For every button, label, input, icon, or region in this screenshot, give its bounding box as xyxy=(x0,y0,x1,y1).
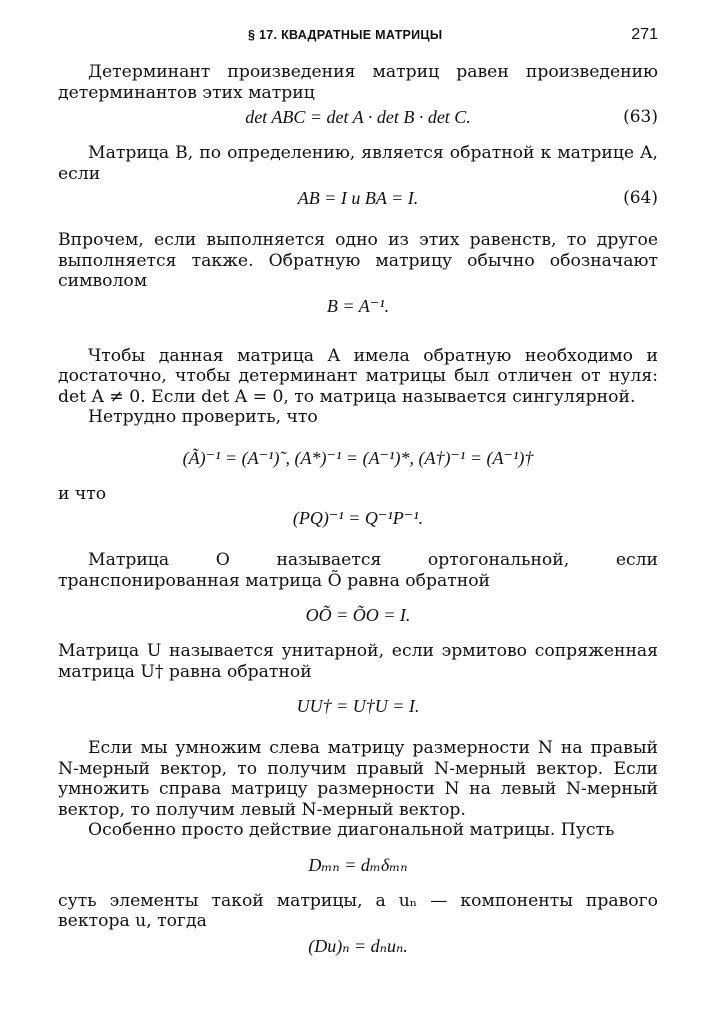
paragraph-unitary: Матрица U называется унитарной, если эрмитово сопряженная матрица U† равна обратной xyxy=(58,641,658,682)
equation-63-number: (63) xyxy=(623,107,658,127)
paragraph-vector-multiplication: Если мы умножим слева матрицу размерности N на правый N-мерный вектор, то получим правый N-мерный вектор. Если умножить справа матрицу размерности N на левый N-мерный вектор, то получим левый N-мерный вектор. xyxy=(58,738,658,820)
equation-orthogonal xyxy=(58,601,658,631)
paragraph-inverse-notation: Впрочем, если выполняется одно из этих равенств, то другое выполняется также. Обратную матрицу обычно обозначают символом xyxy=(58,230,658,291)
page-number: 271 xyxy=(631,26,658,43)
paragraph-and-that: и что xyxy=(58,483,107,504)
equation-63 xyxy=(58,103,658,133)
equation-64-expression: AB = I и BA = I. xyxy=(297,188,419,208)
equation-diagonal-action-expression: (Du)ₙ = dₙuₙ. xyxy=(308,935,408,956)
paragraph-easy-check: Нетрудно проверить, что xyxy=(88,407,318,427)
equation-product-inverse-expression: (PQ)⁻¹ = Q⁻¹P⁻¹. xyxy=(292,508,424,528)
paragraph-orthogonal: Матрица O называется ортогональной, если транспонированная матрица Õ равна обратной xyxy=(58,550,658,591)
paragraph-invertibility-condition: Чтобы данная матрица A имела обратную необходимо и достаточно, чтобы детерминант матрицы был отличен от нуля: det A ≠ 0. Если det A = 0, то матрица называется сингулярной. xyxy=(58,345,658,407)
equation-64 xyxy=(58,184,658,214)
paragraph-diagonal-action: суть элементы такой матрицы, а uₙ — компоненты правого вектора u, тогда xyxy=(58,890,658,931)
equation-diagonal-action xyxy=(58,932,658,962)
equation-product-inverse xyxy=(58,504,658,534)
equation-inverse-symbol xyxy=(58,292,658,322)
equation-unitary-expression: UU† = U†U = I. xyxy=(296,696,420,716)
equation-64-number: (64) xyxy=(623,188,658,208)
running-head: § 17. КВАДРАТНЫЕ МАТРИЦЫ xyxy=(248,28,443,42)
equation-unitary xyxy=(58,692,658,722)
equation-diagonal-elements xyxy=(58,851,658,881)
page xyxy=(58,22,658,1012)
equation-inverse-symbol-expression: B = A⁻¹. xyxy=(326,295,390,316)
equation-inverse-identities-expression: (Ã)⁻¹ = (A⁻¹)˜, (A*)⁻¹ = (A⁻¹)*, (A†)⁻¹ = (A⁻¹)† xyxy=(182,447,534,468)
equation-diagonal-elements-expression: Dₘₙ = dₘδₘₙ xyxy=(308,854,408,875)
paragraph-diagonal-matrix: Особенно просто действие диагональной матрицы. Пусть xyxy=(88,820,615,840)
page-header xyxy=(58,22,658,52)
paragraph-inverse-definition: Матрица B, по определению, является обратной к матрице A, если xyxy=(58,143,658,184)
equation-63-expression: det ABC = det A · det B · det C. xyxy=(245,107,471,127)
equation-orthogonal-expression: OÕ = ÕO = I. xyxy=(305,605,411,625)
equation-inverse-identities xyxy=(58,444,658,474)
paragraph-determinant-product: Детерминант произведения матриц равен произведению детерминантов этих матриц xyxy=(58,62,658,103)
